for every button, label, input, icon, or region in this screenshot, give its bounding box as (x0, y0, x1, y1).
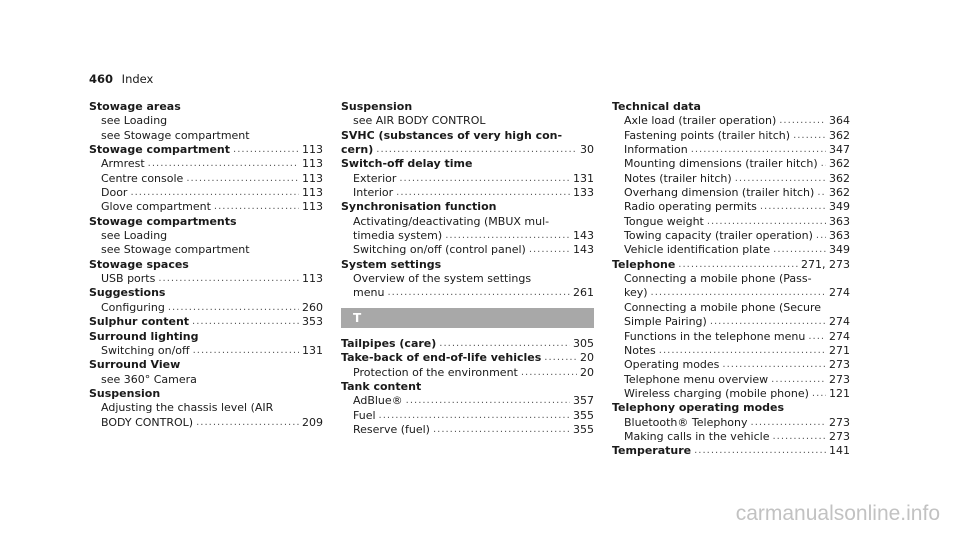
subentry-text: see AIR BODY CONTROL (353, 114, 486, 128)
index-subentry[interactable] (612, 344, 850, 358)
index-subentry[interactable] (612, 229, 850, 243)
dot-leader (193, 344, 299, 358)
index-heading (89, 258, 323, 272)
index-heading (612, 401, 850, 415)
page-reference-link[interactable]: 363 (829, 214, 850, 228)
subentry-text: Interior (353, 186, 394, 200)
index-subentry (89, 401, 323, 415)
dot-leader (439, 337, 570, 351)
index-subentry[interactable] (612, 330, 850, 344)
page-reference-link[interactable]: 353 (302, 315, 323, 329)
dot-leader (233, 143, 299, 157)
dot-leader (399, 172, 570, 186)
subentry-text: timedia system) (353, 229, 443, 243)
index-subentry[interactable] (612, 200, 850, 214)
subentry-text: key) (624, 286, 648, 300)
dot-leader (406, 394, 570, 408)
heading-text: Surround lighting (89, 329, 199, 343)
index-heading[interactable] (341, 337, 594, 351)
subentry-text: Door (101, 186, 128, 200)
subentry-text: Overview of the system settings (353, 272, 532, 286)
page-reference-link[interactable]: 274 (829, 329, 850, 343)
index-subentry[interactable] (89, 157, 323, 171)
page-title: Index (121, 72, 154, 86)
index-subentry (89, 373, 323, 387)
heading-text: Tailpipes (care) (341, 336, 437, 350)
index-subentry[interactable] (89, 301, 323, 315)
page-reference-link[interactable]: 355 (573, 422, 594, 436)
dot-leader (691, 143, 826, 157)
index-subentry[interactable] (341, 286, 594, 300)
dot-leader (433, 423, 570, 437)
index-heading (341, 258, 594, 272)
heading-text: Stowage spaces (89, 257, 189, 271)
index-entry (341, 200, 594, 257)
page-reference-link[interactable]: 30 (580, 143, 594, 157)
index-subentry[interactable] (612, 114, 850, 128)
heading-text: Stowage compartments (89, 214, 237, 228)
subentry-text: Vehicle identification plate (624, 243, 771, 257)
dot-leader (186, 172, 299, 186)
page-reference-link[interactable]: 349 (829, 243, 850, 257)
page-reference-link[interactable]: 364 (829, 114, 850, 128)
heading-text: SVHC (substances of very high con- (341, 128, 563, 142)
index-entry (89, 286, 323, 315)
subentry-text: Configuring (101, 300, 165, 314)
index-entry (341, 258, 594, 301)
index-subentry (89, 129, 323, 143)
dot-leader (773, 430, 827, 444)
page-reference-link[interactable]: 141 (829, 444, 850, 458)
subentry-text: Switching on/off (control panel) (353, 243, 526, 257)
page-reference-link[interactable]: 271 (829, 343, 850, 357)
index-heading[interactable] (612, 444, 850, 458)
index-subentry[interactable] (341, 423, 594, 437)
page-reference-link[interactable]: 143 (573, 229, 594, 243)
page-reference-link[interactable]: 362 (829, 128, 850, 142)
subentry-text: Information (624, 143, 688, 157)
index-subentry (341, 215, 594, 229)
dot-leader (544, 351, 577, 365)
index-subentry[interactable] (89, 172, 323, 186)
subentry-text: Axle load (trailer operation) (624, 114, 777, 128)
index-heading (89, 330, 323, 344)
index-heading (341, 380, 594, 394)
dot-leader (760, 200, 826, 214)
subentry-text: Connecting a mobile phone (Pass- (624, 272, 812, 286)
dot-leader (773, 243, 826, 257)
page-reference-link[interactable]: 363 (829, 229, 850, 243)
dot-leader (130, 186, 299, 200)
index-subentry[interactable] (89, 416, 323, 430)
subentry-text: Activating/deactivating (MBUX mul- (353, 214, 550, 228)
page-reference-link[interactable]: 362 (829, 186, 850, 200)
index-entry (341, 380, 594, 437)
index-subentry[interactable] (612, 243, 850, 257)
index-column-2 (341, 100, 594, 437)
subentry-text: Mounting dimensions (trailer hitch) (624, 157, 818, 171)
subentry-text: AdBlue® (353, 394, 403, 408)
page-reference-link[interactable]: 121 (829, 386, 850, 400)
dot-leader (735, 172, 826, 186)
subentry-text: Fuel (353, 408, 376, 422)
index-subentry (89, 243, 323, 257)
heading-text: Synchronisation function (341, 200, 497, 214)
index-subentry (341, 272, 594, 286)
index-heading (89, 100, 323, 114)
dot-leader (445, 229, 570, 243)
index-heading (89, 358, 323, 372)
subentry-text: Protection of the environment (353, 365, 518, 379)
index-entry (612, 444, 850, 458)
subentry-text: Tongue weight (624, 214, 704, 228)
index-subentry[interactable] (341, 229, 594, 243)
index-subentry[interactable] (612, 416, 850, 430)
index-entry (612, 100, 850, 258)
index-heading[interactable] (89, 315, 323, 329)
page-reference-link[interactable]: 274 (829, 286, 850, 300)
dot-leader (816, 229, 826, 243)
index-heading (341, 100, 594, 114)
page-reference-link[interactable]: 113 (302, 200, 323, 214)
index-heading (341, 200, 594, 214)
page-reference-link[interactable]: 260 (302, 300, 323, 314)
index-subentry[interactable] (612, 157, 850, 171)
dot-leader (707, 215, 826, 229)
heading-text: Telephone (612, 257, 676, 271)
page-reference-link[interactable]: 131 (302, 343, 323, 357)
subentry-text: Centre console (101, 171, 184, 185)
index-subentry[interactable] (612, 387, 850, 401)
subentry-text: Notes (624, 343, 656, 357)
index-subentry[interactable] (89, 272, 323, 286)
dot-leader (793, 129, 826, 143)
index-subentry[interactable] (612, 373, 850, 387)
index-column-3 (612, 100, 850, 459)
page-reference-link[interactable]: 133 (573, 186, 594, 200)
index-entry (89, 215, 323, 258)
index-entry (341, 351, 594, 380)
index-entry (341, 157, 594, 200)
page-reference-link[interactable]: 357 (573, 394, 594, 408)
page-reference-link[interactable]: 271, 273 (801, 257, 850, 271)
subentry-text: Simple Pairing) (624, 315, 707, 329)
subentry-text: Bluetooth® Telephony (624, 415, 748, 429)
page-reference-link[interactable]: 273 (829, 415, 850, 429)
index-subentry[interactable] (612, 215, 850, 229)
page-reference-link[interactable]: 273 (829, 372, 850, 386)
subentry-text: Reserve (fuel) (353, 422, 430, 436)
heading-text: Tank content (341, 379, 422, 393)
index-entry (89, 358, 323, 387)
page-reference-link[interactable]: 362 (829, 171, 850, 185)
heading-text: Technical data (612, 100, 701, 113)
subentry-text: Functions in the telephone menu (624, 329, 806, 343)
index-entry (89, 330, 323, 359)
heading-text: System settings (341, 257, 442, 271)
subentry-text: BODY CONTROL) (101, 415, 194, 429)
heading-text: Surround View (89, 358, 181, 372)
page-reference-link[interactable]: 143 (573, 243, 594, 257)
index-heading (341, 129, 594, 143)
subentry-text: USB ports (101, 272, 156, 286)
index-subentry[interactable] (341, 186, 594, 200)
dot-leader (751, 416, 826, 430)
subentry-text: Notes (trailer hitch) (624, 171, 732, 185)
dot-leader (678, 258, 798, 272)
index-subentry[interactable] (341, 243, 594, 257)
page-reference-link[interactable]: 261 (573, 286, 594, 300)
subentry-text: see Stowage compartment (101, 243, 250, 257)
index-subentry (612, 272, 850, 286)
dot-leader (808, 330, 826, 344)
dot-leader (529, 243, 570, 257)
subentry-text: Radio operating permits (624, 200, 757, 214)
heading-text: Suggestions (89, 286, 166, 300)
index-subentry[interactable] (341, 394, 594, 408)
dot-leader (214, 200, 299, 214)
dot-leader (192, 315, 299, 329)
page-reference-link[interactable]: 209 (302, 415, 323, 429)
page-header (89, 72, 153, 86)
subentry-text: Overhang dimension (trailer hitch) (624, 186, 815, 200)
dot-leader (659, 344, 826, 358)
subentry-text: see Loading (101, 229, 168, 243)
index-entry (612, 401, 850, 444)
dot-leader (387, 286, 570, 300)
dot-leader (376, 143, 577, 157)
section-letter-header: T (341, 308, 594, 328)
page-reference-link[interactable]: 113 (302, 272, 323, 286)
index-entry (612, 258, 850, 401)
page-reference-link[interactable]: 113 (302, 186, 323, 200)
subentry-text: Fastening points (trailer hitch) (624, 128, 791, 142)
index-subentry[interactable] (341, 366, 594, 380)
index-subentry[interactable] (612, 172, 850, 186)
subentry-text: see Stowage compartment (101, 128, 250, 142)
index-entry (89, 315, 323, 329)
index-subentry (341, 114, 594, 128)
subentry-text: Telephone menu overview (624, 372, 769, 386)
index-subentry[interactable] (612, 143, 850, 157)
index-entry (341, 337, 594, 351)
watermark-text: carmanualsonline.info (735, 502, 940, 525)
page-reference-link[interactable]: 347 (829, 143, 850, 157)
subentry-text: Armrest (101, 157, 145, 171)
page-reference-link[interactable]: 273 (829, 429, 850, 443)
dot-leader (651, 286, 826, 300)
heading-text: Suspension (89, 386, 161, 400)
dot-leader (812, 387, 826, 401)
index-entry (341, 129, 594, 158)
dot-leader (722, 358, 826, 372)
index-heading (341, 157, 594, 171)
dot-leader (196, 416, 299, 430)
heading-text: Sulphur content (89, 315, 190, 329)
index-entry (341, 100, 594, 129)
heading-text: Temperature (612, 444, 692, 458)
subentry-text: Towing capacity (trailer operation) (624, 229, 813, 243)
index-heading (612, 100, 850, 114)
heading-text: Suspension (341, 100, 413, 113)
index-subentry (612, 301, 850, 315)
page-reference-link[interactable]: 113 (302, 143, 323, 157)
index-entry (89, 258, 323, 287)
index-heading[interactable] (89, 143, 323, 157)
index-subentry[interactable] (89, 186, 323, 200)
heading-text: Switch-off delay time (341, 157, 473, 171)
index-subentry[interactable] (612, 186, 850, 200)
index-column-1 (89, 100, 323, 430)
dot-leader (694, 444, 826, 458)
index-entry (89, 387, 323, 430)
index-subentry[interactable] (341, 172, 594, 186)
page-reference-link[interactable]: 305 (573, 336, 594, 350)
index-heading (89, 286, 323, 300)
subentry-text: Operating modes (624, 358, 720, 372)
index-subentry[interactable] (612, 315, 850, 329)
index-entry (89, 100, 323, 143)
index-subentry (89, 229, 323, 243)
subentry-text: see 360° Camera (101, 372, 197, 386)
heading-text: Stowage compartment (89, 143, 231, 157)
index-subentry[interactable] (612, 286, 850, 300)
dot-leader (168, 301, 299, 315)
subentry-text: Switching on/off (101, 343, 190, 357)
index-subentry[interactable] (612, 129, 850, 143)
subentry-text: Wireless charging (mobile phone) (624, 386, 809, 400)
heading-text: cern) (341, 143, 374, 157)
index-subentry[interactable] (89, 344, 323, 358)
dot-leader (771, 373, 826, 387)
heading-text: Stowage areas (89, 100, 181, 113)
subentry-text: Making calls in the vehicle (624, 429, 770, 443)
page-reference-link[interactable]: 355 (573, 408, 594, 422)
subentry-text: Glove compartment (101, 200, 211, 214)
page-reference-link[interactable]: 362 (829, 157, 850, 171)
heading-text: Take-back of end-of-life vehicles (341, 351, 542, 365)
subentry-text: menu (353, 286, 385, 300)
subentry-text: Exterior (353, 171, 397, 185)
index-subentry[interactable] (612, 430, 850, 444)
index-subentry[interactable] (612, 358, 850, 372)
dot-leader (779, 114, 826, 128)
heading-text: Telephony operating modes (612, 401, 785, 415)
dot-leader (396, 186, 570, 200)
dot-leader (817, 186, 826, 200)
dot-leader (148, 157, 299, 171)
page-reference-link[interactable]: 20 (580, 351, 594, 365)
subentry-text: Adjusting the chassis level (AIR (101, 401, 274, 415)
index-heading[interactable] (341, 143, 594, 157)
dot-leader (821, 157, 826, 171)
dot-leader (379, 409, 570, 423)
index-heading (89, 387, 323, 401)
page-reference-link[interactable]: 20 (580, 365, 594, 379)
index-subentry[interactable] (341, 409, 594, 423)
index-subentry[interactable] (89, 200, 323, 214)
dot-leader (710, 315, 826, 329)
index-subentry (89, 114, 323, 128)
dot-leader (521, 366, 577, 380)
page-reference-link[interactable]: 113 (302, 171, 323, 185)
page-reference-link[interactable]: 113 (302, 157, 323, 171)
page-reference-link[interactable]: 349 (829, 200, 850, 214)
index-heading[interactable] (612, 258, 850, 272)
page-number: 460 (89, 72, 114, 86)
page-reference-link[interactable]: 273 (829, 358, 850, 372)
page-reference-link[interactable]: 131 (573, 171, 594, 185)
page-reference-link[interactable]: 274 (829, 315, 850, 329)
dot-leader (158, 272, 299, 286)
index-entry (89, 143, 323, 215)
subentry-text: Connecting a mobile phone (Secure (624, 300, 822, 314)
subentry-text: see Loading (101, 114, 168, 128)
index-heading[interactable] (341, 351, 594, 365)
index-heading (89, 215, 323, 229)
